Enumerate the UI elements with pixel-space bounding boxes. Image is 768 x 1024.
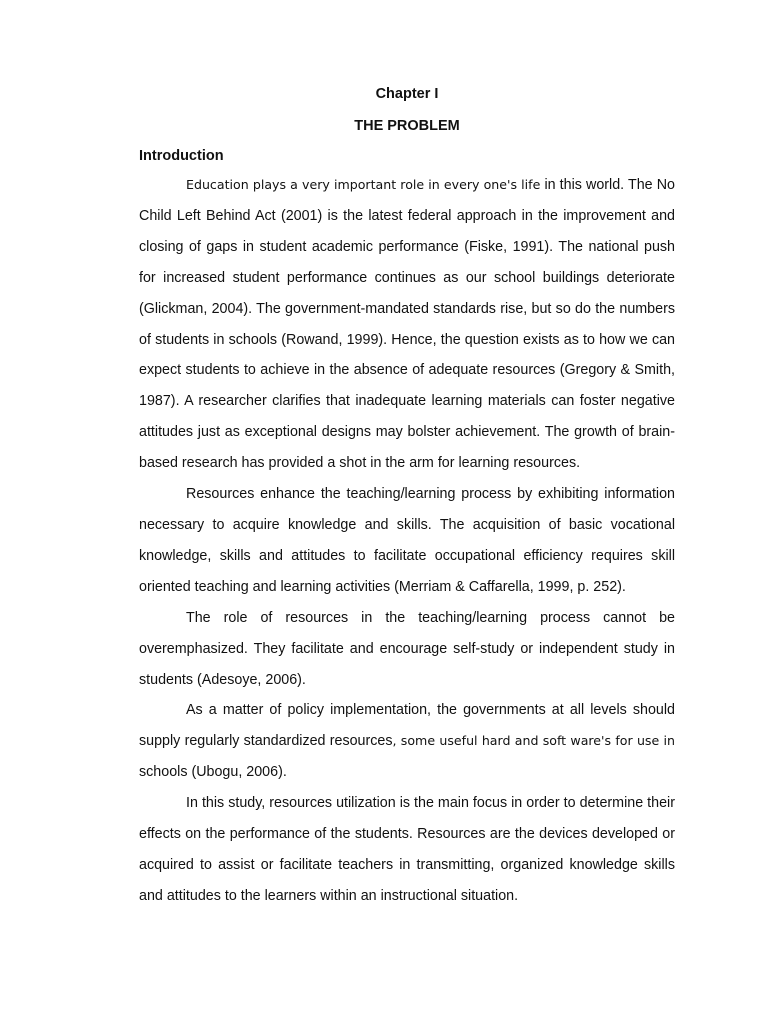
- paragraph: The role of resources in the teaching/learning process cannot be overemphasized. They facilitate and encourage self-study or independent study in students (Adesoye, 2006).: [139, 609, 675, 688]
- paragraph-lead: Education plays a very important role in every one's life: [186, 177, 541, 192]
- paragraph-tail: schools (Ubogu, 2006).: [139, 764, 287, 781]
- paragraph-text: As a matter of policy implementation, the governments at all levels should supply regularly standardized resources: [139, 702, 675, 750]
- chapter-title: THE PROBLEM: [354, 118, 460, 134]
- paragraph: [139, 695, 675, 788]
- body-text: [139, 170, 675, 912]
- paragraph: [139, 170, 675, 479]
- paragraph: In this study, resources utilization is the main focus in order to determine their effects on the performance of the students. Resources are the devices developed or acquired to assist or facilitate teachers in transmitting, organized knowledge skills and attitudes to the learners within an instructional situation.: [139, 795, 675, 904]
- paragraph-text: in this world. The No Child Left Behind Act (2001) is the latest federal approach in the improvement and closing of gaps in student academic performance (Fiske, 1991). The national push for increased student performance continues as our school buildings deteriorate (Glickman, 2004). The government-mandated standards rise, but so do the numbers of students in schools (Rowand, 1999). Hence, the question exists as to how we can expect students to achieve in the absence of adequate resources (Gregory & Smith, 1987). A researcher clarifies that inadequate learning materials can foster negative attitudes just as exceptional designs may bolster achievement. The growth of brain-based research has provided a shot in the arm for learning resources.: [139, 177, 675, 472]
- paragraph-alt-text: , some useful hard and soft ware's for use in: [392, 733, 675, 749]
- section-heading: Introduction: [139, 148, 224, 164]
- chapter-label: Chapter I: [375, 86, 439, 102]
- paragraph: Resources enhance the teaching/learning process by exhibiting information necessary to acquire knowledge and skills. The acquisition of basic vocational knowledge, skills and attitudes to facilitate occupational efficiency requires skill oriented teaching and learning activities (Merriam & Caffarella, 1999, p. 252).: [139, 486, 675, 595]
